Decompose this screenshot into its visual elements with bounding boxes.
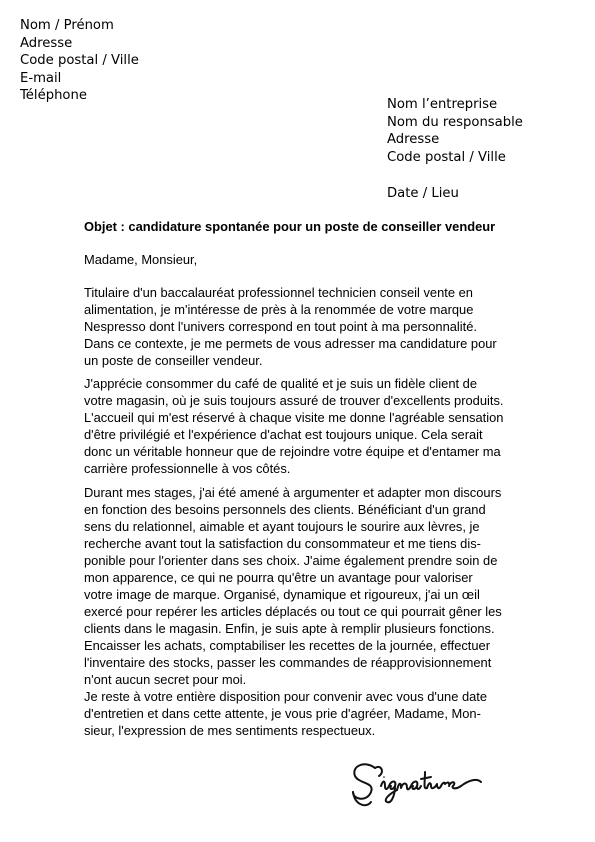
recipient-block (387, 96, 523, 166)
text-line: donc un véritable honneur que de rejoindre votre équipe et d'entamer ma (84, 444, 501, 459)
text-line: d'entretien et dans cette attente, je vous prie d'agréer, Madame, Mon- (84, 706, 481, 721)
salutation: Madame, Monsieur, (84, 252, 198, 267)
recipient-address: Adresse (387, 132, 440, 148)
handwritten-signature (345, 752, 495, 814)
text-line: votre image de marque. Organisé, dynamique et rigoureux, j'ai un œil (84, 587, 480, 602)
text-line: d'être privilégié et l'expérience d'achat est toujours unique. Cela serait (84, 427, 483, 442)
text-line: l'inventaire des stocks, passer les commandes de réapprovisionnement (84, 655, 492, 670)
recipient-manager: Nom du responsable (387, 114, 523, 130)
recipient-postcode-city: Code postal / Ville (387, 149, 506, 165)
text-line: ponible pour l'orienter dans ses choix. J'aime également prendre soin de (84, 553, 498, 568)
sender-email: E-mail (20, 70, 62, 86)
paragraph-closing (84, 688, 487, 739)
sender-name: Nom / Prénom (20, 18, 114, 33)
sender-block (20, 17, 139, 105)
date-place: Date / Lieu (387, 186, 459, 201)
paragraph-intro (84, 284, 497, 369)
text-line: un poste de conseiller vendeur. (84, 353, 263, 368)
text-line: J'apprécie consommer du café de qualité et je suis un fidèle client de (84, 376, 477, 391)
sender-postcode-city: Code postal / Ville (20, 53, 139, 69)
text-line: Encaisser les achats, comptabiliser les recettes de la journée, effectuer (84, 638, 491, 653)
text-line: L'accueil qui m'est réservé à chaque visite me donne l'agréable sensation (84, 410, 504, 425)
text-line: en fonction des besoins personnels des clients. Bénéficiant d'un grand (84, 502, 486, 517)
text-line: clients dans le magasin. Enfin, je suis apte à remplir plusieurs fonctions. (84, 621, 495, 636)
text-line: recherche avant tout la satisfaction du consommateur et me tiens dis- (84, 536, 481, 551)
text-line: alimentation, je m'intéresse de près à la renommée de votre marque (84, 302, 474, 317)
text-line: votre magasin, où je suis toujours assuré de trouver d'excellents produits. (84, 393, 504, 408)
text-line: Titulaire d'un baccalauréat professionnel technicien conseil vente en (84, 285, 473, 300)
text-line: exercé pour repérer les articles déplacés ou tout ce qui pourrait gêner les (84, 604, 502, 619)
paragraph-experience (84, 484, 502, 688)
text-line: mon apparence, ce qui ne pourra qu'être un avantage pour valoriser (84, 570, 473, 585)
text-line: carrière professionnelle à vos côtés. (84, 461, 291, 476)
text-line: Je reste à votre entière disposition pour convenir avec vous d'une date (84, 689, 488, 704)
paragraph-motivation (84, 375, 503, 477)
letter-subject: Objet : candidature spontanée pour un poste de conseiller vendeur (84, 219, 496, 234)
sender-phone: Téléphone (20, 88, 87, 104)
recipient-company: Nom l’entreprise (387, 97, 498, 112)
text-line: n'ont aucun secret pour moi. (84, 672, 247, 687)
text-line: Dans ce contexte, je me permets de vous adresser ma candidature pour (84, 336, 497, 351)
text-line: sens du relationnel, aimable et ayant toujours le sourire aux lèvres, je (84, 519, 480, 534)
text-line: sieur, l'expression de mes sentiments respectueux. (84, 723, 376, 738)
text-line: Durant mes stages, j'ai été amené à argumenter et adapter mon discours (84, 485, 502, 500)
sender-address: Adresse (20, 35, 73, 51)
text-line: Nespresso dont l'univers correspond en tout point à ma personnalité. (84, 319, 477, 334)
